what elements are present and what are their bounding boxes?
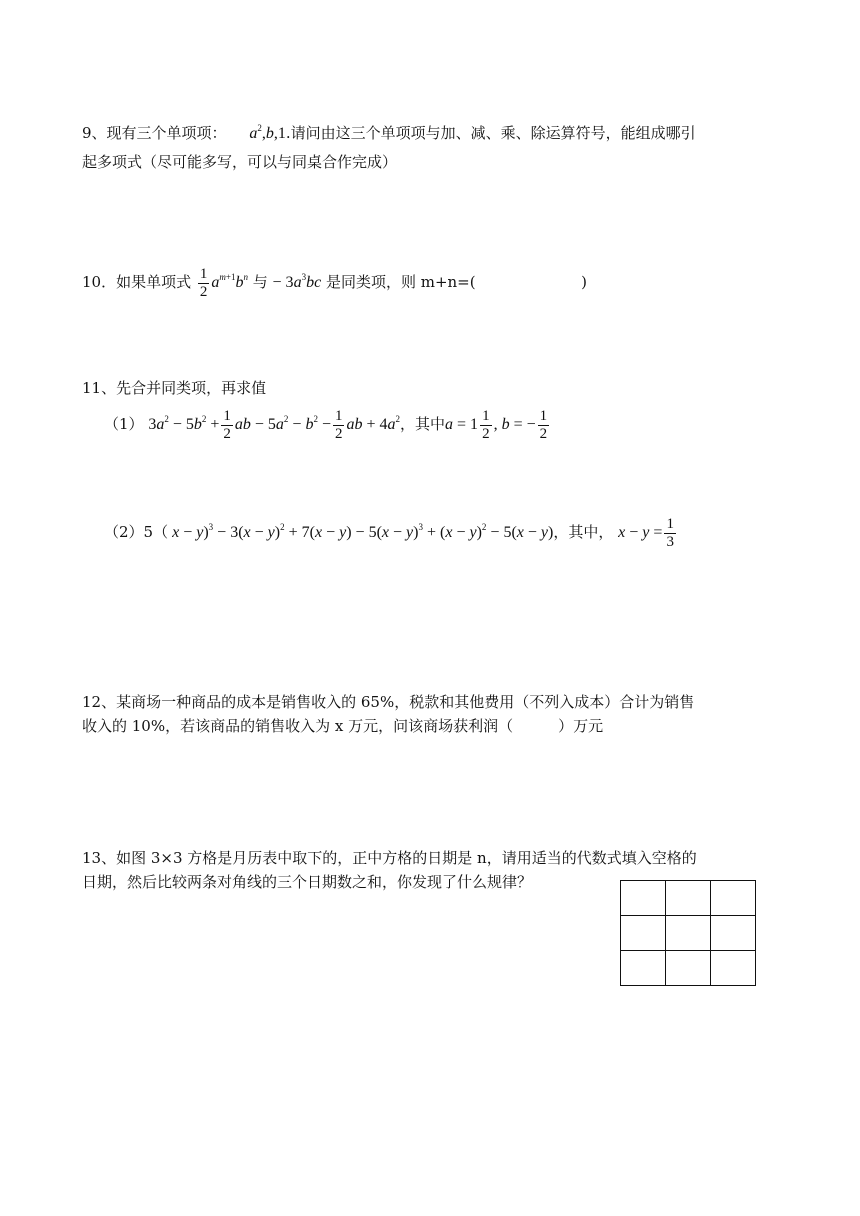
q11-part-2-values: x − y = $\frac{1}{3}$ bbox=[618, 516, 674, 550]
q11-part-2-where: ，其中， bbox=[553, 523, 614, 542]
grid-cell[interactable] bbox=[621, 916, 666, 951]
q11-part-1-where: ，其中 bbox=[400, 415, 446, 434]
q11-part-2 bbox=[104, 516, 678, 551]
q9-monomials: $a^2,b,1$ bbox=[249, 123, 286, 142]
q11-title: 11、先合并同类项，再求值 bbox=[82, 379, 267, 397]
q10-line bbox=[82, 266, 587, 301]
grid-row bbox=[621, 916, 756, 951]
q11-part-1-values: a = 1 $\frac{1}{2}$ , b = − $\frac{1}{2}$ bbox=[445, 408, 548, 442]
q10-monomial-2: − $3a^3bc$ bbox=[272, 272, 322, 292]
calendar-grid bbox=[620, 880, 756, 986]
q11-part-2-label: （2）5（ bbox=[104, 523, 169, 542]
grid-cell[interactable] bbox=[621, 881, 666, 916]
q13-line-1: 13、如图 3×3 方格是月历表中取下的，正中方格的日期是 n，请用适当的代数式填入空格的 bbox=[82, 849, 697, 867]
q10-and: 与 bbox=[252, 273, 268, 292]
grid-cell[interactable] bbox=[621, 951, 666, 986]
q9-line-1 bbox=[82, 118, 696, 144]
q11-part-1-label: （1） bbox=[104, 415, 144, 434]
q9-number: 9、现有三个单项项： bbox=[82, 124, 227, 142]
q10-close-paren: ) bbox=[581, 273, 588, 292]
grid-cell[interactable] bbox=[711, 916, 756, 951]
q11-part-2-expression: $x - y)^3 - 3(x - y)^2 + 7(x - y) - 5(x - y)^3 + (x - y)^2 - 5(x - y)$ bbox=[168, 522, 554, 542]
grid-cell[interactable] bbox=[711, 881, 756, 916]
grid-cell[interactable] bbox=[666, 881, 711, 916]
grid-cell[interactable] bbox=[666, 951, 711, 986]
q12-line-2: 收入的 10%，若该商品的销售收入为 x 万元，问该商场获利润（ ）万元 bbox=[82, 717, 604, 735]
q13-line-2: 日期，然后比较两条对角线的三个日期数之和，你发现了什么规律？ bbox=[82, 873, 533, 891]
q10-question: 是同类项，则 m+n=( bbox=[325, 273, 476, 292]
q10-monomial-1: $\frac{1}{2}$ $a^{m+1}b^n$ bbox=[199, 266, 248, 300]
grid-row bbox=[621, 951, 756, 986]
grid-cell[interactable] bbox=[711, 951, 756, 986]
q10-number: 10．如果单项式 bbox=[82, 273, 192, 292]
q9-question-text: .请问由这三个单项项与加、减、乘、除运算符号，能组成哪引 bbox=[285, 124, 696, 142]
q11-part-1 bbox=[104, 408, 551, 443]
grid-row bbox=[621, 881, 756, 916]
q12-line-1: 12、某商场一种商品的成本是销售收入的 65%，税款和其他费用（不列入成本）合计为销售 bbox=[82, 693, 695, 711]
grid-cell[interactable] bbox=[666, 916, 711, 951]
q9-line-2: 起多项式（尽可能多写，可以与同桌合作完成） bbox=[82, 153, 398, 171]
q11-part-1-expression: $3a^2 - 5b^2$ + $\frac{1}{2}$ ab − $5a^2 - b^2$ − $\frac{1}{2}$ ab + $4a^2$ bbox=[148, 408, 401, 442]
